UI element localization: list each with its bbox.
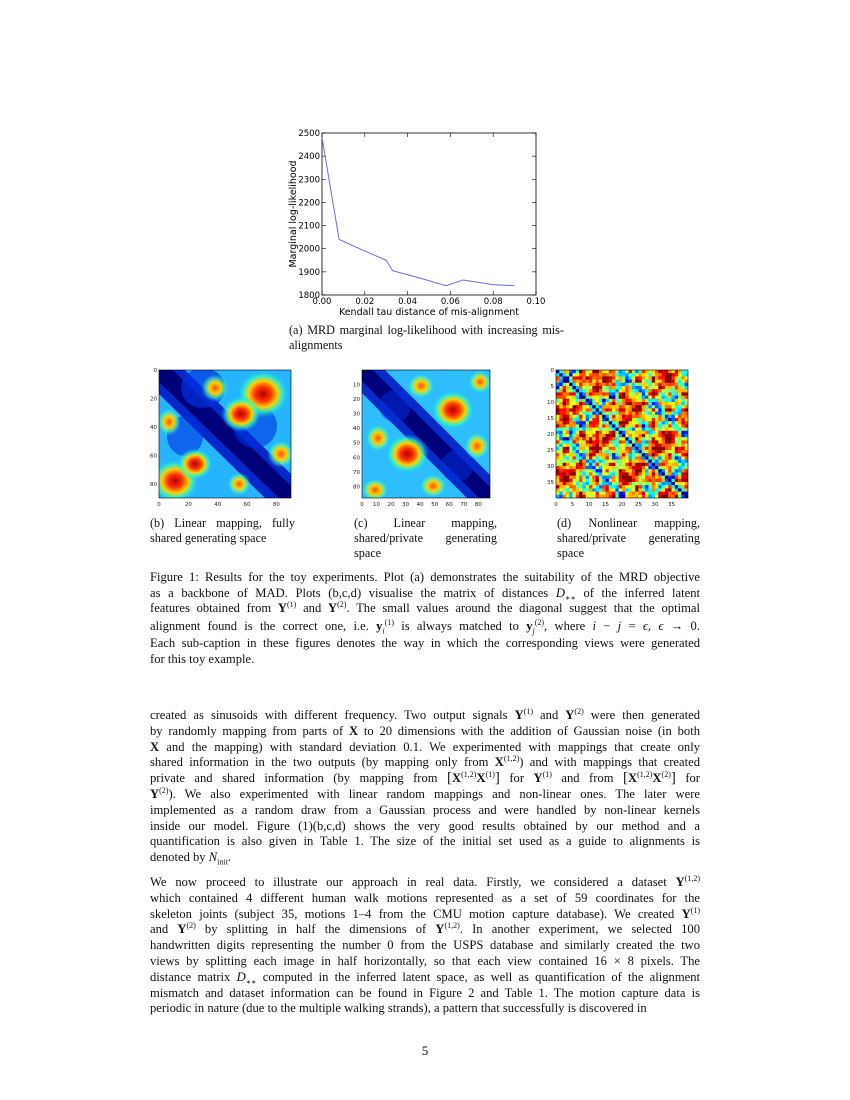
body-line: distance matrix $D_{∗∗}$ computed in the inferred latent space, as well as quantification of the alignment (150, 969, 701, 987)
chart-xtick-label: 0.06 (440, 297, 460, 307)
body-line: by randomly mapping from parts of X to 20 dimensions with the addition of Gaussian noise (in both (150, 723, 700, 738)
chart-ylabel: Marginal log-likelihood (288, 160, 299, 268)
body-line: denoted by $N_{init}$. (150, 850, 231, 867)
heatmap-ytick-label: 50 (353, 440, 360, 447)
likelihood-chart (280, 128, 550, 320)
caption-a-line1: (a) MRD marginal log-likelihood with increasing mis- (289, 323, 564, 337)
caption-b-line1: (b) Linear mapping, fully (150, 516, 295, 530)
chart-xlabel: Kendall tau distance of mis-alignment (338, 307, 520, 318)
heatmap-xtick-label: 10 (373, 502, 381, 508)
heatmap-b-image (151, 368, 295, 503)
caption-d (557, 516, 700, 561)
body-line: skeleton joints (subject 35, motions 1–4 from the CMU motion capture database). We created $Y^{(1)}$ (150, 905, 700, 921)
body-line: inside our model. Figure (1)(b,c,d) shows the very good results obtained by our method and a (150, 818, 700, 833)
heatmap-d-panel (545, 366, 705, 511)
chart-xtick-label: 0.00 (312, 297, 332, 307)
heatmap-ytick-label: 60 (150, 453, 157, 460)
heatmap-xtick-label: 80 (272, 502, 280, 508)
page-number: 5 (421, 1043, 429, 1058)
heatmap-xtick-label: 35 (668, 502, 675, 508)
chart-ytick-label: 2400 (298, 152, 320, 163)
figure-caption (150, 570, 700, 668)
heatmap-ytick-label: 10 (547, 400, 554, 406)
chart-ytick-label: 1800 (298, 291, 320, 301)
heatmap-ytick-label: 35 (547, 480, 554, 486)
body-paragraph-1 (150, 708, 700, 866)
chart-xtick-label: 0.04 (398, 297, 418, 307)
heatmap-xtick-label: 25 (635, 502, 642, 508)
fig-caption-line2: as a backbone of MAD. Plots (b,c,d) visualise the matrix of distances $D_{∗∗}$ of the inferred latent (150, 585, 701, 603)
heatmap-ytick-label: 30 (547, 464, 554, 470)
caption-c-line3: space (354, 546, 382, 560)
caption-d-line1: (d) Nonlinear mapping, (557, 516, 700, 530)
heatmap-ytick-label: 0 (550, 368, 554, 374)
chart-ytick-label: 1900 (298, 267, 320, 278)
caption-a-line2: alignments (289, 338, 343, 352)
fig-caption-line5: Each sub-caption in these figures denotes the way in which the corresponding views were generated (150, 636, 700, 651)
heatmap-xtick-label: 0 (360, 502, 364, 508)
heatmap-ytick-label: 80 (353, 484, 360, 491)
heatmap-xtick-label: 20 (387, 502, 395, 508)
heatmap-xtick-label: 20 (184, 502, 192, 508)
chart-ytick-label: 2200 (298, 198, 320, 209)
heatmap-ytick-label: 20 (353, 397, 360, 404)
caption-c-line1: (c) Linear mapping, (354, 516, 497, 530)
caption-c-line2: shared/private generating (354, 531, 497, 545)
chart-plot-area (322, 133, 536, 295)
chart-xtick-label: 0.08 (483, 297, 503, 307)
caption-d-line2: shared/private generating (557, 531, 700, 545)
heatmap-ytick-label: 40 (150, 424, 157, 431)
body-line: which contained 4 different human walk motions represented as a set of 59 coordinates for the (150, 890, 700, 905)
heatmap-xtick-label: 40 (416, 502, 424, 508)
body-line: We now proceed to illustrate our approach in real data. Firstly, we considered a dataset Y$^{(1,2)}$ (150, 873, 700, 889)
chart-xtick-label: 0.02 (355, 297, 375, 307)
body-line: periodic in nature (due to the multiple walking strands), a pattern that successfully is discovered in (150, 1001, 647, 1016)
heatmap-ytick-label: 60 (353, 455, 360, 462)
heatmap-xtick-label: 60 (445, 502, 453, 508)
body-line: quantification is also given in Table 1. The size of the initial set used as a guide to alignments is (150, 834, 700, 849)
chart-xtick-label: 0.10 (526, 297, 546, 307)
heatmap-ytick-label: 15 (547, 416, 554, 422)
heatmap-xtick-label: 10 (585, 502, 593, 508)
heatmap-c-image (361, 370, 492, 502)
heatmap-ytick-label: 0 (153, 368, 157, 374)
body-line: and $Y^{(2)}$ by splitting in half the dimensions of Y$^{(1,2)}$. In another experiment, we selected 100 (150, 921, 700, 937)
heatmap-ytick-label: 40 (353, 426, 360, 433)
heatmap-d-image (556, 370, 688, 498)
heatmap-xtick-label: 30 (402, 502, 410, 508)
body-line: shared information in the two outputs (by mapping only from X$^{(1,2)}$) and with mappings that created (150, 754, 700, 770)
heatmap-xtick-label: 60 (243, 502, 251, 508)
heatmap-xtick-label: 20 (618, 502, 626, 508)
body-line: $Y^{(2)}$). We also experimented with linear random mappings and non-linear ones. The later were (150, 785, 700, 801)
chart-ytick-label: 2100 (298, 221, 320, 232)
heatmap-xtick-label: 30 (651, 502, 659, 508)
body-line: handwritten digits representing the number 0 from the USPS database and similarly created the two (150, 938, 700, 953)
chart-ytick-label: 2000 (298, 244, 320, 255)
body-line: created as sinusoids with different frequency. Two output signals $Y^{(1)}$ and $Y^{(2)}$ were then generated (150, 706, 700, 722)
heatmap-xtick-label: 5 (570, 502, 575, 508)
heatmap-ytick-label: 70 (353, 469, 360, 476)
heatmap-ytick-label: 10 (353, 382, 360, 389)
body-paragraph-2 (150, 875, 700, 1017)
caption-c (354, 516, 497, 561)
body-line: X and the mapping) with standard deviation 0.1. We experimented with mappings that create only (150, 739, 700, 754)
fig-caption-line6: for this toy example. (150, 651, 255, 666)
chart-ytick-label: 2500 (298, 129, 320, 139)
heatmap-xtick-label: 0 (554, 502, 558, 508)
heatmap-xtick-label: 0 (157, 502, 161, 508)
chart-series-line (322, 138, 515, 286)
heatmap-xtick-label: 40 (214, 502, 222, 508)
caption-d-line3: space (557, 546, 585, 560)
heatmap-ytick-label: 20 (150, 396, 157, 403)
fig-caption-line4: alignment found is the correct one, i.e. $y_i^{(1)}$ is always matched to $y_j^{(2)}$, where i − j = ϵ, ϵ → 0. (150, 617, 700, 636)
body-line: private and shared information (by mapping from $[X^{(1,2)}X^{(1)}]$ for $Y^{(1)}$ and from $[X^{(1,2)}X^{(2)}]$ for (150, 770, 701, 787)
heatmap-ytick-label: 80 (150, 481, 157, 488)
heatmap-b-panel (145, 366, 300, 511)
body-line: views by splitting each image in half horizontally, so that each view contained 16 × 8 pixels. The (150, 953, 700, 968)
heatmap-xtick-label: 80 (474, 502, 482, 508)
body-text (150, 708, 700, 1017)
heatmap-ytick-label: 25 (547, 448, 554, 454)
heatmap-xtick-label: 50 (431, 502, 439, 508)
body-line: mismatch and dataset information can be found in Figure 2 and Table 1. The motion capture data is (150, 985, 700, 1000)
body-line: implemented as a random draw from a Gaussian process and were handled by non-linear kernels (150, 802, 700, 817)
caption-b-line2: shared generating space (150, 531, 267, 545)
caption-b (150, 516, 295, 546)
chart-ytick-label: 2300 (298, 175, 320, 186)
fig-caption-line1: Figure 1: Results for the toy experiments. Plot (a) demonstrates the suitability of the MRD objective (150, 570, 700, 584)
heatmap-ytick-label: 30 (353, 411, 360, 418)
heatmap-xtick-label: 70 (460, 502, 468, 508)
heatmap-ytick-label: 5 (550, 384, 554, 390)
heatmap-c-panel (345, 366, 500, 511)
heatmap-ytick-label: 20 (547, 432, 554, 438)
heatmap-xtick-label: 15 (602, 502, 609, 508)
fig-caption-line3: features obtained from $Y^{(1)}$ and $Y^{(2)}$. The small values around the diagonal suggest that the optimal (150, 600, 700, 616)
caption-a (289, 323, 564, 353)
